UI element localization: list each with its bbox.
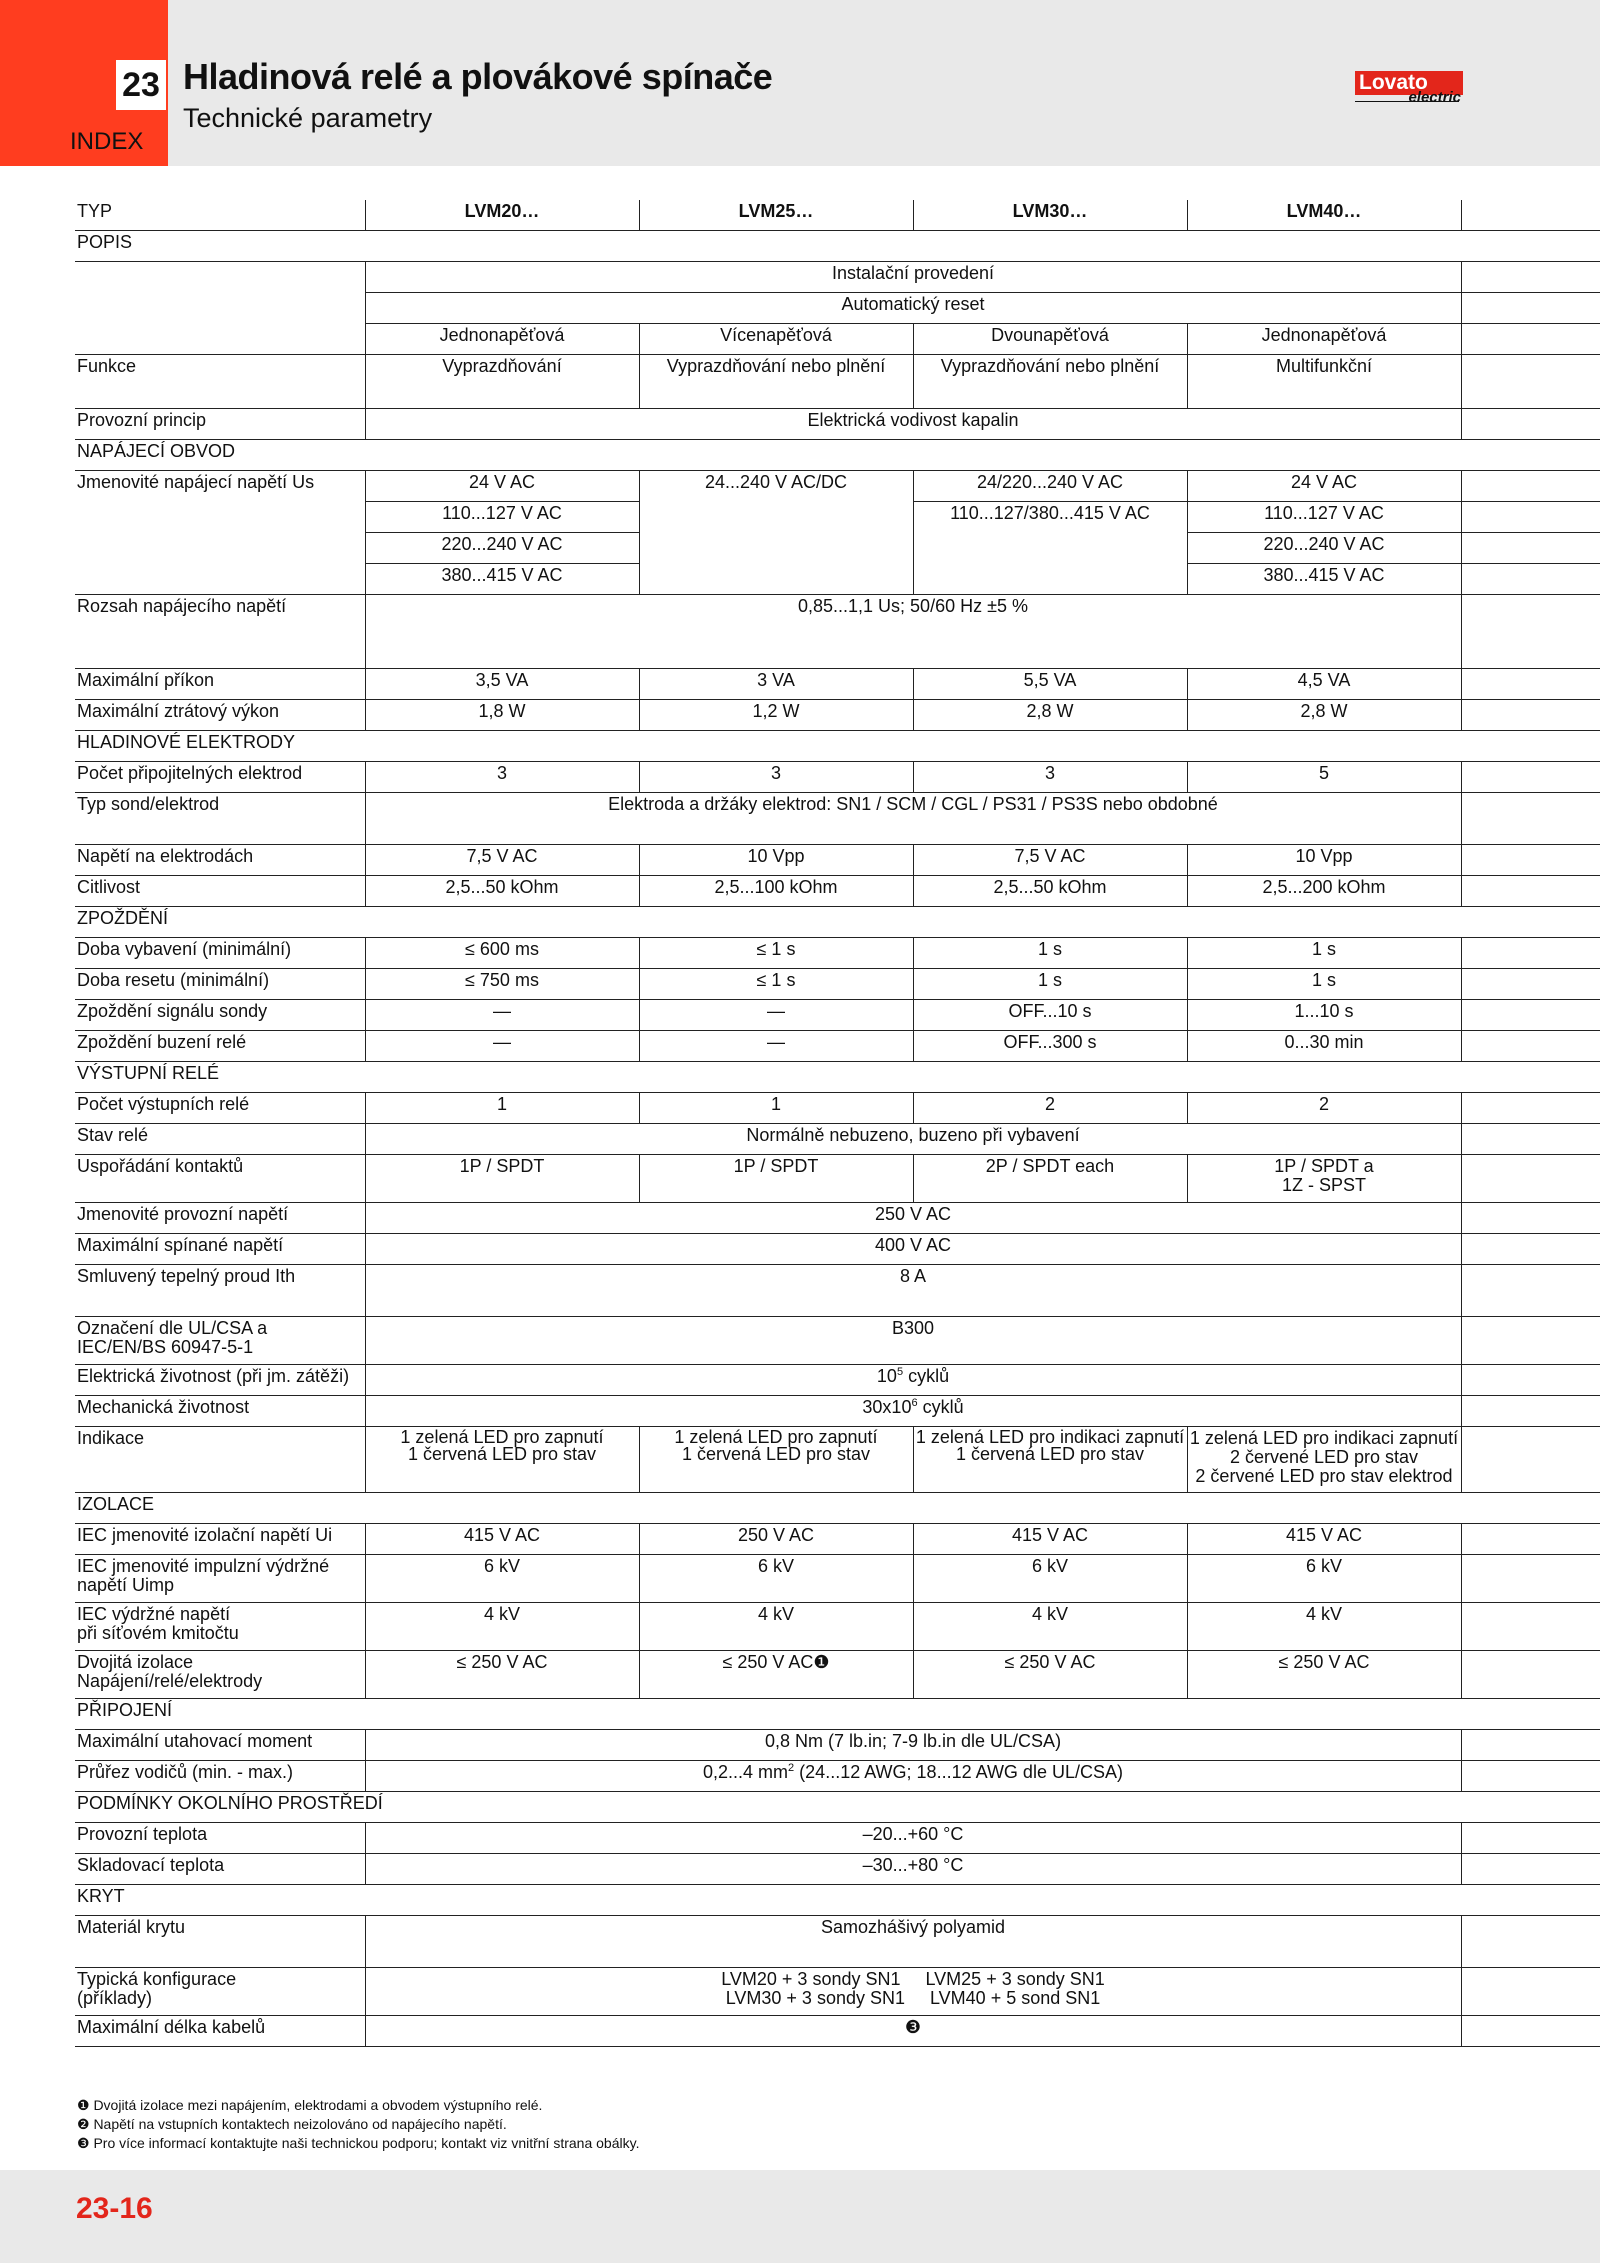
table-row <box>75 2016 1600 2047</box>
wire-label: Průřez vodičů (min. - max.) <box>75 1761 365 1792</box>
us-lvm30-1: 24/220...240 V AC <box>913 471 1187 502</box>
consumption-lvm30: 5,5 VA <box>913 669 1187 700</box>
electrode-count-lvm25: 3 <box>639 762 913 793</box>
indication-label: Indikace <box>75 1427 365 1493</box>
consumption-lvm25: 3 VA <box>639 669 913 700</box>
ui-lvm30: 415 V AC <box>913 1524 1187 1555</box>
op-temp-label: Provozní teplota <box>75 1823 365 1854</box>
config-label <box>75 1968 365 2016</box>
electrode-voltage-lvm30: 7,5 V AC <box>913 845 1187 876</box>
uimp-label-line1: IEC jmenovité impulzní výdržné <box>77 1556 330 1576</box>
electrode-count-label: Počet připojitelných elektrod <box>75 762 365 793</box>
page-number: 23-16 <box>76 2192 153 2225</box>
table-row <box>75 1968 1600 2016</box>
relay-delay-lvm30: OFF...300 s <box>913 1031 1187 1062</box>
probe-type-value: Elektroda a držáky elektrod: SN1 / SCM / CGL / PS31 / PS3S nebo obdobné <box>365 793 1461 845</box>
double-ins-lvm30: ≤ 250 V AC <box>913 1651 1187 1699</box>
phase-lvm30: Dvounapěťová <box>913 324 1187 355</box>
dissipation-lvm25: 1,2 W <box>639 700 913 731</box>
electrode-count-lvm40: 5 <box>1187 762 1461 793</box>
withstand-lvm25: 4 kV <box>639 1603 913 1651</box>
cable-label: Maximální délka kabelů <box>75 2016 365 2047</box>
ul-label-line1: Označení dle UL/CSA a <box>77 1318 268 1338</box>
table-row <box>75 1203 1600 1234</box>
typ-label: TYP <box>75 200 365 231</box>
table-row <box>75 409 1600 440</box>
us-lvm20-4: 380...415 V AC <box>365 564 639 595</box>
table-row <box>75 595 1600 669</box>
section-supply: NAPÁJECÍ OBVOD <box>75 440 1600 471</box>
phase-lvm40: Jednonapěťová <box>1187 324 1461 355</box>
double-ins-label-line2: Napájení/relé/elektrody <box>77 1671 263 1691</box>
dissipation-label: Maximální ztrátový výkon <box>75 700 365 731</box>
table-row <box>75 1651 1600 1699</box>
consumption-lvm40: 4,5 VA <box>1187 669 1461 700</box>
table-row <box>75 1493 1600 1524</box>
probe-delay-lvm25: — <box>639 1000 913 1031</box>
st-temp-label: Skladovací teplota <box>75 1854 365 1885</box>
uimp-lvm40: 6 kV <box>1187 1555 1461 1603</box>
config-label-line1: Typická konfigurace <box>77 1969 237 1989</box>
table-row <box>75 669 1600 700</box>
table-row <box>75 845 1600 876</box>
ind-lvm30-line1: 1 zelená LED pro indikaci zapnutí <box>915 1427 1185 1447</box>
mech-life-value <box>365 1396 1461 1427</box>
probe-delay-lvm20: — <box>365 1000 639 1031</box>
housing-label: Materiál krytu <box>75 1916 365 1968</box>
probe-delay-lvm30: OFF...10 s <box>913 1000 1187 1031</box>
table-row <box>75 440 1600 471</box>
page-subtitle: Technické parametry <box>183 103 433 133</box>
contacts-lvm25: 1P / SPDT <box>639 1155 913 1203</box>
table-row <box>75 1792 1600 1823</box>
reset-time-lvm20: ≤ 750 ms <box>365 969 639 1000</box>
funkce-lvm30: Vyprazdňování nebo plnění <box>913 355 1187 409</box>
wire-value-exp: 2 <box>788 1762 795 1774</box>
dissipation-lvm20: 1,8 W <box>365 700 639 731</box>
table-row <box>75 793 1600 845</box>
section-number: 23 <box>116 60 166 110</box>
reset-time-lvm25: ≤ 1 s <box>639 969 913 1000</box>
table-row <box>75 1265 1600 1317</box>
consumption-label: Maximální příkon <box>75 669 365 700</box>
table-row <box>75 762 1600 793</box>
trip-lvm40: 1 s <box>1187 938 1461 969</box>
table-row <box>75 700 1600 731</box>
mech-life-exp: 6 <box>911 1397 918 1409</box>
phase-lvm25: Vícenapěťová <box>639 324 913 355</box>
dissipation-lvm40: 2,8 W <box>1187 700 1461 731</box>
ui-lvm25: 250 V AC <box>639 1524 913 1555</box>
housing-value: Samozhášivý polyamid <box>365 1916 1461 1968</box>
elec-life-base: 10 <box>876 1366 897 1386</box>
table-row <box>75 1916 1600 1968</box>
table-row <box>75 969 1600 1000</box>
relay-count-lvm25: 1 <box>639 1093 913 1124</box>
trip-label: Doba vybavení (minimální) <box>75 938 365 969</box>
footer-band <box>0 2170 1600 2263</box>
table-row <box>75 471 1600 502</box>
table-row <box>75 876 1600 907</box>
table-row <box>75 1124 1600 1155</box>
ul-label-line2: IEC/EN/BS 60947-5-1 <box>77 1337 254 1357</box>
sensitivity-lvm25: 2,5...100 kOhm <box>639 876 913 907</box>
ul-label <box>75 1317 365 1365</box>
ui-lvm20: 415 V AC <box>365 1524 639 1555</box>
us-lvm25: 24...240 V AC/DC <box>639 471 913 595</box>
contacts-label: Uspořádání kontaktů <box>75 1155 365 1203</box>
ind-lvm20 <box>365 1427 639 1493</box>
us-label: Jmenovité napájecí napětí Us <box>75 471 365 595</box>
sensitivity-label: Citlivost <box>75 876 365 907</box>
uimp-label <box>75 1555 365 1603</box>
ind-lvm20-line2: 1 červená LED pro stav <box>407 1444 597 1464</box>
table-row <box>75 1823 1600 1854</box>
funkce-lvm25: Vyprazdňování nebo plnění <box>639 355 913 409</box>
contacts-lvm30: 2P / SPDT each <box>913 1155 1187 1203</box>
table-row <box>75 938 1600 969</box>
withstand-lvm30: 4 kV <box>913 1603 1187 1651</box>
table-row <box>75 200 1600 231</box>
us-lvm20-2: 110...127 V AC <box>365 502 639 533</box>
sensitivity-lvm30: 2,5...50 kOhm <box>913 876 1187 907</box>
dissipation-lvm30: 2,8 W <box>913 700 1187 731</box>
contacts-lvm40 <box>1187 1155 1461 1203</box>
table-row <box>75 1524 1600 1555</box>
thermal-value: 8 A <box>365 1265 1461 1317</box>
sensitivity-lvm40: 2,5...200 kOhm <box>1187 876 1461 907</box>
double-ins-lvm40: ≤ 250 V AC <box>1187 1651 1461 1699</box>
config-value <box>365 1968 1461 2016</box>
footnote-3: ❸ Pro více informací kontaktujte naši technickou podporu; kontakt viz vnitřní strana obálky. <box>77 2135 640 2151</box>
withstand-lvm40: 4 kV <box>1187 1603 1461 1651</box>
principle-label: Provozní princip <box>75 409 365 440</box>
us-lvm20-1: 24 V AC <box>365 471 639 502</box>
rated-voltage-value: 250 V AC <box>365 1203 1461 1234</box>
wire-value <box>365 1761 1461 1792</box>
funkce-lvm20: Vyprazdňování <box>365 355 639 409</box>
section-output: VÝSTUPNÍ RELÉ <box>75 1062 1600 1093</box>
table-row <box>75 355 1600 409</box>
principle-value: Elektrická vodivost kapalin <box>365 409 1461 440</box>
withstand-label-line2: při síťovém kmitočtu <box>77 1623 239 1643</box>
ul-value: B300 <box>365 1317 1461 1365</box>
section-housing: KRYT <box>75 1885 1600 1916</box>
max-switch-value: 400 V AC <box>365 1234 1461 1265</box>
section-delay: ZPOŽDĚNÍ <box>75 907 1600 938</box>
withstand-label <box>75 1603 365 1651</box>
config-label-line2: (příklady) <box>77 1988 153 2008</box>
table-row <box>75 1317 1600 1365</box>
model-lvm25: LVM25… <box>639 200 913 231</box>
elec-life-value <box>365 1365 1461 1396</box>
trip-lvm30: 1 s <box>913 938 1187 969</box>
table-row <box>75 1603 1600 1651</box>
wire-value-a: 0,2...4 mm <box>703 1762 789 1782</box>
probe-type-label: Typ sond/elektrod <box>75 793 365 845</box>
uimp-lvm25: 6 kV <box>639 1555 913 1603</box>
range-value: 0,85...1,1 Us; 50/60 Hz ±5 % <box>365 595 1461 669</box>
probe-delay-label: Zpoždění signálu sondy <box>75 1000 365 1031</box>
range-label: Rozsah napájecího napětí <box>75 595 365 669</box>
double-ins-label-line1: Dvojitá izolace <box>77 1652 194 1672</box>
electrode-count-lvm20: 3 <box>365 762 639 793</box>
table-row <box>75 1427 1600 1493</box>
logo-wordmark: Lovato <box>1355 71 1463 95</box>
ind-lvm25 <box>639 1427 913 1493</box>
us-lvm40-1: 24 V AC <box>1187 471 1461 502</box>
electrode-voltage-lvm40: 10 Vpp <box>1187 845 1461 876</box>
relay-delay-lvm40: 0...30 min <box>1187 1031 1461 1062</box>
logo-tagline: electric <box>1408 89 1461 106</box>
electrode-count-lvm30: 3 <box>913 762 1187 793</box>
ind-lvm20-line1: 1 zelená LED pro zapnutí <box>400 1427 604 1447</box>
us-lvm30-2: 110...127/380...415 V AC <box>913 502 1187 595</box>
config-line1: LVM20 + 3 sondy SN1 LVM25 + 3 sondy SN1 <box>721 1969 1105 1989</box>
ind-lvm40 <box>1187 1427 1461 1493</box>
rated-voltage-label: Jmenovité provozní napětí <box>75 1203 365 1234</box>
elec-life-exp: 5 <box>896 1366 904 1378</box>
funkce-lvm40: Multifunkční <box>1187 355 1461 409</box>
ui-lvm40: 415 V AC <box>1187 1524 1461 1555</box>
table-row <box>75 262 1600 293</box>
table-row <box>75 1234 1600 1265</box>
torque-label: Maximální utahovací moment <box>75 1730 365 1761</box>
thermal-label: Smluvený tepelný proud Ith <box>75 1265 365 1317</box>
contacts-lvm20: 1P / SPDT <box>365 1155 639 1203</box>
double-ins-lvm20: ≤ 250 V AC <box>365 1651 639 1699</box>
relay-state-label: Stav relé <box>75 1124 365 1155</box>
consumption-lvm20: 3,5 VA <box>365 669 639 700</box>
us-lvm40-2: 110...127 V AC <box>1187 502 1461 533</box>
relay-count-lvm20: 1 <box>365 1093 639 1124</box>
uimp-lvm30: 6 kV <box>913 1555 1187 1603</box>
footnote-1: ❶ Dvojitá izolace mezi napájením, elektrodami a obvodem výstupního relé. <box>77 2097 543 2113</box>
section-environment: PODMÍNKY OKOLNÍHO PROSTŘEDÍ <box>75 1792 1600 1823</box>
table-row <box>75 907 1600 938</box>
table-row <box>75 1730 1600 1761</box>
double-ins-label <box>75 1651 365 1699</box>
elec-life-unit: cyklů <box>903 1366 950 1386</box>
table-row <box>75 1062 1600 1093</box>
ind-lvm40-line2: 2 červené LED pro stav <box>1229 1447 1419 1467</box>
relay-count-lvm40: 2 <box>1187 1093 1461 1124</box>
ind-lvm25-line1: 1 zelená LED pro zapnutí <box>674 1427 878 1447</box>
reset-time-lvm40: 1 s <box>1187 969 1461 1000</box>
ind-lvm40-line1: 1 zelená LED pro indikaci zapnutí <box>1189 1428 1459 1448</box>
reset-time-label: Doba resetu (minimální) <box>75 969 365 1000</box>
electrode-voltage-lvm20: 7,5 V AC <box>365 845 639 876</box>
footnotes <box>77 2096 639 2153</box>
relay-delay-label: Zpoždění buzení relé <box>75 1031 365 1062</box>
model-lvm40: LVM40… <box>1187 200 1461 231</box>
cable-value: ❸ <box>365 2016 1461 2047</box>
model-lvm30: LVM30… <box>913 200 1187 231</box>
elec-life-label: Elektrická životnost (při jm. zátěži) <box>75 1365 365 1396</box>
relay-count-label: Počet výstupních relé <box>75 1093 365 1124</box>
reset-time-lvm30: 1 s <box>913 969 1187 1000</box>
trip-lvm20: ≤ 600 ms <box>365 938 639 969</box>
installation-value: Instalační provedení <box>365 262 1461 293</box>
contacts-lvm40-line2: 1Z - SPST <box>1281 1175 1366 1195</box>
footnote-2: ❷ Napětí na vstupních kontaktech neizolováno od napájecího napětí. <box>77 2116 507 2132</box>
table-row <box>75 1699 1600 1730</box>
mech-life-base: 30x10 <box>862 1397 912 1417</box>
us-lvm20-3: 220...240 V AC <box>365 533 639 564</box>
funkce-label: Funkce <box>75 355 365 409</box>
table-row <box>75 1555 1600 1603</box>
max-switch-label: Maximální spínané napětí <box>75 1234 365 1265</box>
section-insulation: IZOLACE <box>75 1493 1600 1524</box>
reset-value: Automatický reset <box>365 293 1461 324</box>
us-lvm40-4: 380...415 V AC <box>1187 564 1461 595</box>
double-ins-lvm25: ≤ 250 V AC❶ <box>639 1651 913 1699</box>
table-row <box>75 1761 1600 1792</box>
table-row <box>75 1885 1600 1916</box>
table-row <box>75 1000 1600 1031</box>
ind-lvm30-line2: 1 červená LED pro stav <box>955 1444 1145 1464</box>
relay-delay-lvm20: — <box>365 1031 639 1062</box>
mech-life-label: Mechanická životnost <box>75 1396 365 1427</box>
lovato-logo <box>1355 71 1463 106</box>
ind-lvm25-line2: 1 červená LED pro stav <box>681 1444 871 1464</box>
ind-lvm40-line3: 2 červené LED pro stav elektrod <box>1195 1466 1453 1486</box>
contacts-lvm40-line1: 1P / SPDT a <box>1274 1156 1374 1176</box>
ui-label: IEC jmenovité izolační napětí Ui <box>75 1524 365 1555</box>
sensitivity-lvm20: 2,5...50 kOhm <box>365 876 639 907</box>
electrode-voltage-label: Napětí na elektrodách <box>75 845 365 876</box>
table-row <box>75 1854 1600 1885</box>
op-temp-value: –20...+60 °C <box>365 1823 1461 1854</box>
electrode-voltage-lvm25: 10 Vpp <box>639 845 913 876</box>
table-row <box>75 731 1600 762</box>
st-temp-value: –30...+80 °C <box>365 1854 1461 1885</box>
withstand-lvm20: 4 kV <box>365 1603 639 1651</box>
mech-life-unit: cyklů <box>917 1397 964 1417</box>
index-link[interactable]: INDEX <box>70 128 144 155</box>
withstand-label-line1: IEC výdržné napětí <box>77 1604 231 1624</box>
relay-count-lvm30: 2 <box>913 1093 1187 1124</box>
phase-lvm20: Jednonapěťová <box>365 324 639 355</box>
table-row <box>75 231 1600 262</box>
model-lvm20: LVM20… <box>365 200 639 231</box>
uimp-label-line2: napětí Uimp <box>77 1575 175 1595</box>
table-row <box>75 1031 1600 1062</box>
section-connection: PŘIPOJENÍ <box>75 1699 1600 1730</box>
us-lvm40-3: 220...240 V AC <box>1187 533 1461 564</box>
config-line2: LVM30 + 3 sondy SN1 LVM40 + 5 sond SN1 <box>725 1988 1101 2008</box>
section-electrodes: HLADINOVÉ ELEKTRODY <box>75 731 1600 762</box>
table-row <box>75 1396 1600 1427</box>
table-row <box>75 1093 1600 1124</box>
table-row <box>75 1155 1600 1203</box>
trip-lvm25: ≤ 1 s <box>639 938 913 969</box>
spec-table <box>75 200 1600 2047</box>
uimp-lvm20: 6 kV <box>365 1555 639 1603</box>
probe-delay-lvm40: 1...10 s <box>1187 1000 1461 1031</box>
relay-delay-lvm25: — <box>639 1031 913 1062</box>
wire-value-b: (24...12 AWG; 18...12 AWG dle UL/CSA) <box>794 1762 1123 1782</box>
ind-lvm30 <box>913 1427 1187 1493</box>
relay-state-value: Normálně nebuzeno, buzeno při vybavení <box>365 1124 1461 1155</box>
table-row <box>75 1365 1600 1396</box>
torque-value: 0,8 Nm (7 lb.in; 7-9 lb.in dle UL/CSA) <box>365 1730 1461 1761</box>
section-popis: POPIS <box>75 231 1600 262</box>
page-title: Hladinová relé a plovákové spínače <box>183 56 773 97</box>
